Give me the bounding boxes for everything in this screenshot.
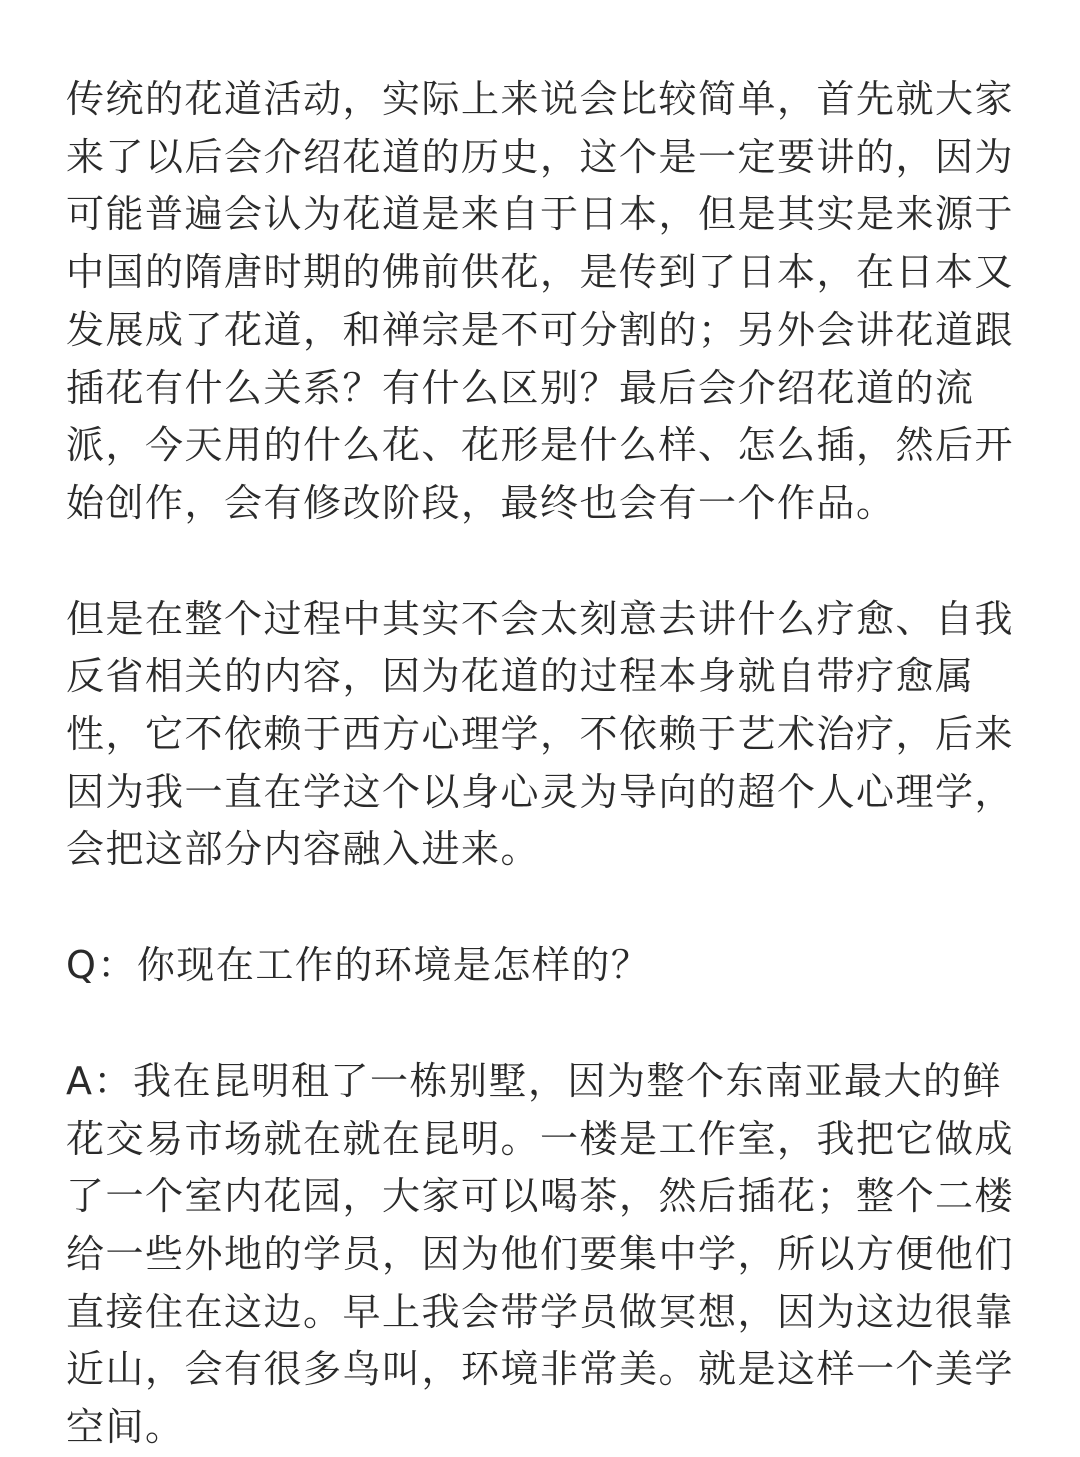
answer-work-environment: A：我在昆明租了一栋别墅，因为整个东南亚最大的鲜花交易市场就在就在昆明。一楼是工作室，我把它做成了一个室内花园，大家可以喝茶，然后插花；整个二楼给一些外地的学员，因为他们要集中学，所以方便他们直接住在这边。早上我会带学员做冥想，因为这边很靠近山，会有很多鸟叫，环境非常美。就是这样一个美学空间。 xyxy=(66,1058,1015,1450)
paragraph-spacer xyxy=(66,533,1016,591)
paragraph-flower-course-intro: 传统的花道活动，实际上来说会比较简单，首先就大家来了以后会介绍花道的历史，这个是一定要讲的，因为可能普遍会认为花道是来自于日本，但是其实是来源于中国的隋唐时期的佛前供花，是传到了日本，在日本又发展成了花道，和禅宗是不可分割的；另外会讲花道跟插花有什么关系？有什么区别？最后会介绍花道的流派，今天用的什么花、花形是什么样、怎么插，然后开始创作，会有修改阶段，最终也会有一个作品。 xyxy=(66,77,1015,525)
paragraph-healing-approach: 但是在整个过程中其实不会太刻意去讲什么疗愈、自我反省相关的内容，因为花道的过程本身就自带疗愈属性，它不依赖于西方心理学，不依赖于艺术治疗，后来因为我一直在学这个以身心灵为导向的超个人心理学，会把这部分内容融入进来。 xyxy=(66,596,1015,872)
paragraph-spacer xyxy=(66,995,1016,1053)
paragraph-spacer xyxy=(66,879,1016,937)
question-work-environment: Q：你现在工作的环境是怎样的？ xyxy=(66,943,651,988)
